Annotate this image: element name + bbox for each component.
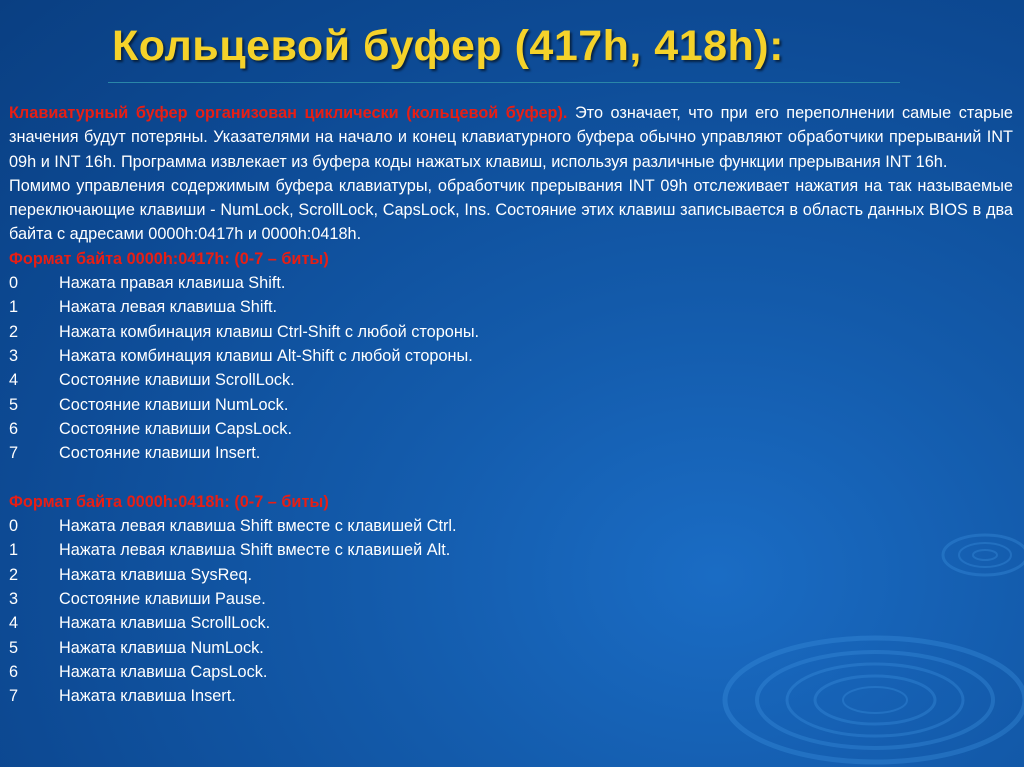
list-item [9, 295, 1013, 319]
intro-text: Это означает, что при его переполнении самые старые значения будут потеряны. Указателями на начало и конец клавиатурного буфера обычно управляют обработчики прерываний INT 09h и INT 16h. Программа извлекает из буфера коды нажатых клавиш, используя различные функции прерывания INT 16h. [9, 104, 1013, 171]
bit-description: Нажата клавиша SysReq. [59, 565, 253, 584]
list-item [9, 320, 1013, 344]
spacer [9, 465, 1013, 489]
bit-number: 7 [9, 687, 19, 706]
intro-highlight: Клавиатурный буфер организован циклически (кольцевой буфер). [9, 104, 568, 122]
list-item [9, 636, 1013, 660]
format-0418h-heading: Формат байта 0000h:0418h: (0-7 – биты) [9, 492, 329, 511]
bit-number: 4 [9, 614, 19, 633]
bit-description: Нажата левая клавиша Shift. [59, 298, 278, 317]
list-item [9, 441, 1013, 465]
bit-number: 3 [9, 589, 19, 608]
bit-number: 1 [9, 298, 19, 317]
bit-number: 5 [9, 638, 19, 657]
title-divider [108, 82, 900, 83]
bit-number: 5 [9, 395, 19, 414]
list-item [9, 514, 1013, 538]
bit-description: Состояние клавиши CapsLock. [59, 419, 292, 438]
bit-number: 0 [9, 274, 19, 293]
bit-number: 0 [9, 517, 19, 536]
bit-description: Нажата левая клавиша Shift вместе с клавишей Alt. [59, 541, 451, 560]
bit-number: 7 [9, 444, 19, 463]
bit-number: 6 [9, 419, 19, 438]
bit-number: 3 [9, 346, 19, 365]
list-item [9, 611, 1013, 635]
list-item [9, 587, 1013, 611]
bit-number: 2 [9, 322, 19, 341]
bit-description: Нажата комбинация клавиш Ctrl-Shift с любой стороны. [59, 322, 480, 341]
bit-description: Нажата клавиша Insert. [59, 687, 236, 706]
bit-description: Состояние клавиши Insert. [59, 444, 261, 463]
bit-number: 2 [9, 565, 19, 584]
intro-paragraph [9, 101, 1013, 174]
list-item [9, 538, 1013, 562]
list-item [9, 344, 1013, 368]
bit-description: Нажата клавиша ScrollLock. [59, 614, 271, 633]
slide-title: Кольцевой буфер (417h, 418h): [112, 22, 784, 70]
list-item [9, 563, 1013, 587]
list-item [9, 368, 1013, 392]
list-item [9, 684, 1013, 708]
bit-description: Нажата правая клавиша Shift. [59, 274, 286, 293]
slide-content [9, 101, 1013, 708]
list-item [9, 393, 1013, 417]
format-0417h-heading: Формат байта 0000h:0417h: (0-7 – биты) [9, 249, 329, 268]
list-item [9, 271, 1013, 295]
bit-description: Нажата клавиша NumLock. [59, 638, 264, 657]
bit-number: 4 [9, 371, 19, 390]
bit-description: Состояние клавиши ScrollLock. [59, 371, 295, 390]
bit-description: Нажата комбинация клавиш Alt-Shift с любой стороны. [59, 346, 473, 365]
bit-description: Нажата левая клавиша Shift вместе с клавишей Ctrl. [59, 517, 457, 536]
list-item [9, 417, 1013, 441]
bit-number: 6 [9, 662, 19, 681]
bit-number: 1 [9, 541, 19, 560]
toggle-keys-paragraph: Помимо управления содержимым буфера клавиатуры, обработчик прерывания INT 09h отслеживает нажатия на так называемые переключающие клавиши - NumLock, ScrollLock, CapsLock, Ins. Состояние этих клавиш записывается в область данных BIOS в два байта с адресами 0000h:0417h и 0000h:0418h. [9, 176, 1013, 244]
bit-description: Состояние клавиши NumLock. [59, 395, 289, 414]
list-item [9, 660, 1013, 684]
bit-description: Состояние клавиши Pause. [59, 589, 266, 608]
bit-description: Нажата клавиша CapsLock. [59, 662, 268, 681]
format-0418h-list [9, 514, 1013, 708]
format-0417h-list [9, 271, 1013, 465]
